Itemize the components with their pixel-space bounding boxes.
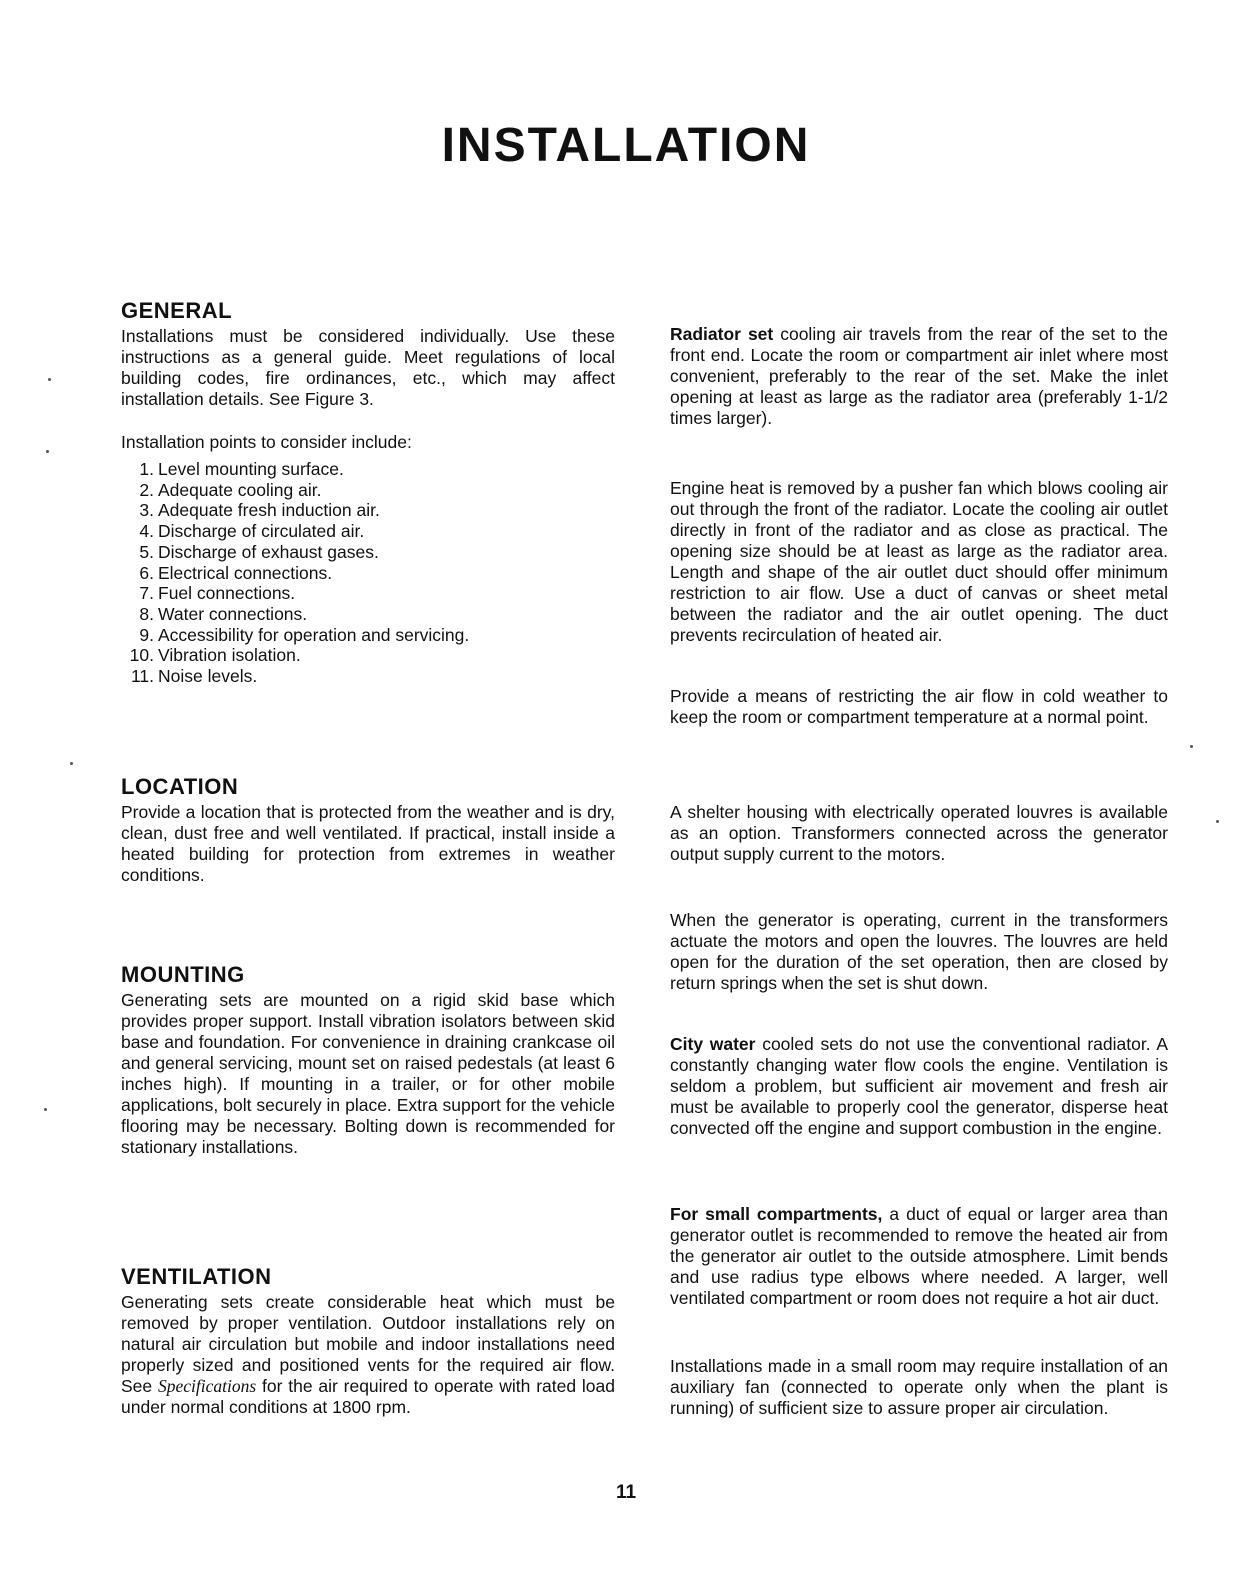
installation-point	[121, 604, 615, 625]
mounting-heading: MOUNTING	[121, 962, 245, 987]
scan-speck	[70, 762, 73, 765]
point-number: 8.	[139, 603, 154, 624]
mounting-text: Generating sets are mounted on a rigid skid base which provides proper support. Install vibration isolators between skid base and foundation. For convenience in draining crankcase oil and general servicing, mount set on raised pedestals (at least 6 inches high). If mounting in a trailer, or for other mobile applications, bolt securely in place. Extra support for the vehicle flooring may be necessary. Bolting down is recommended for stationary installations.	[121, 990, 615, 1157]
point-text: Adequate cooling air.	[158, 479, 322, 500]
city-water-paragraph	[670, 1034, 1168, 1139]
point-text: Fuel connections.	[158, 583, 296, 604]
point-number: 4.	[139, 521, 154, 542]
radiator-set-paragraph	[670, 324, 1168, 429]
cold-weather-paragraph: Provide a means of restricting the air flow in cold weather to keep the room or compartment temperature at a normal point.	[670, 686, 1168, 727]
ventilation-text	[121, 1292, 615, 1418]
city-water-text: cooled sets do not use the conventional radiator. A constantly changing water flow cools the engine. Ventilation is seldom a problem, but sufficient air movement and fresh air must be available to properly cool the generator, disperse heat convected off the engine and support combustion in the engine.	[670, 1034, 1168, 1138]
page-title: INSTALLATION	[441, 119, 811, 172]
location-section	[121, 774, 615, 886]
installation-point	[121, 583, 615, 604]
small-compartments-paragraph	[670, 1204, 1168, 1309]
generator-operating-paragraph: When the generator is operating, current in the transformers actuate the motors and open the louvres. The louvres are held open for the duration of the set operation, then are closed by return springs when the set is shut down.	[670, 910, 1168, 993]
ventilation-text-after: for the air required to operate with rated load under normal conditions at 1800 rpm.	[121, 1376, 615, 1417]
installation-points-list	[121, 459, 615, 687]
ventilation-text-before: Generating sets create considerable heat which must be removed by proper ventilation. Outdoor installations rely on natural air circulation but mobile and indoor installations need properly sized and positioned vents for the required air flow. See	[121, 1292, 615, 1396]
point-number: 2.	[139, 479, 154, 500]
installation-point	[121, 645, 615, 666]
points-intro: Installation points to consider include:	[121, 432, 412, 452]
point-number: 7.	[139, 583, 154, 604]
point-text: Discharge of exhaust gases.	[158, 541, 379, 562]
radiator-set-text: cooling air travels from the rear of the set to the front end. Locate the room or compartment air inlet where most convenient, preferably to the rear of the set. Make the inlet opening at least as large as the radiator area (preferably 1-1/2 times larger).	[670, 324, 1168, 428]
installation-point	[121, 563, 615, 584]
small-compartments-lead: For small compartments,	[670, 1204, 883, 1224]
mounting-section	[121, 962, 615, 1158]
general-section	[121, 298, 615, 687]
location-text: Provide a location that is protected from the weather and is dry, clean, dust free and well ventilated. If practical, install inside a heated building for protection from extremes in weather conditions.	[121, 802, 615, 885]
scan-speck	[44, 1108, 47, 1111]
location-heading: LOCATION	[121, 774, 239, 799]
point-number: 5.	[139, 541, 154, 562]
scan-speck	[48, 378, 51, 381]
installation-point	[121, 666, 615, 687]
radiator-set-lead: Radiator set	[670, 324, 774, 344]
small-compartments-text: a duct of equal or larger area than generator outlet is recommended to remove the heated air from the generator air outlet to the outside atmosphere. Limit bends and use radius type elbows where needed. A larger, well ventilated compartment or room does not require a hot air duct.	[670, 1204, 1168, 1308]
installation-point	[121, 500, 615, 521]
point-number: 9.	[139, 624, 154, 645]
installation-point	[121, 625, 615, 646]
point-text: Electrical connections.	[158, 562, 333, 583]
point-number: 3.	[139, 500, 154, 521]
scan-speck	[1190, 745, 1193, 748]
point-number: 10.	[129, 645, 154, 666]
point-text: Accessibility for operation and servicing.	[158, 624, 470, 645]
small-room-paragraph: Installations made in a small room may require installation of an auxiliary fan (connected to operate only when the plant is running) of sufficient size to assure proper air circulation.	[670, 1356, 1168, 1418]
point-text: Discharge of circulated air.	[158, 521, 365, 542]
engine-heat-paragraph: Engine heat is removed by a pusher fan which blows cooling air out through the front of the radiator. Locate the cooling air outlet directly in front of the radiator and as close as practical. The opening size should be at least as large as the radiator area. Length and shape of the air outlet duct should offer minimum restriction to air flow. Use a duct of canvas or sheet metal between the radiator and the air outlet opening. The duct prevents recirculation of heated air.	[670, 478, 1168, 645]
installation-point	[121, 480, 615, 501]
point-text: Adequate fresh induction air.	[158, 500, 380, 521]
point-number: 11.	[130, 666, 154, 687]
city-water-lead: City water	[670, 1034, 756, 1054]
point-number: 1.	[139, 459, 154, 479]
point-text: Water connections.	[158, 603, 308, 624]
point-text: Level mounting surface.	[158, 459, 344, 479]
page-number: 11	[615, 1482, 637, 1503]
installation-point	[121, 542, 615, 563]
installation-point	[121, 459, 615, 480]
point-text: Noise levels.	[158, 666, 258, 687]
general-heading: GENERAL	[121, 298, 233, 323]
point-number: 6.	[139, 562, 154, 583]
general-intro: Installations must be considered individually. Use these instructions as a general guide. Meet regulations of local building codes, fire ordinances, etc., which may affect installation details. See Figure 3.	[121, 326, 615, 409]
scan-speck	[46, 450, 49, 453]
ventilation-heading: VENTILATION	[121, 1264, 272, 1289]
shelter-paragraph: A shelter housing with electrically operated louvres is available as an option. Transformers connected across the generator output supply current to the motors.	[670, 802, 1168, 864]
specifications-reference: Specifications	[157, 1376, 257, 1396]
ventilation-section	[121, 1264, 615, 1418]
installation-point	[121, 521, 615, 542]
scan-speck	[1216, 820, 1219, 823]
point-text: Vibration isolation.	[158, 645, 301, 666]
